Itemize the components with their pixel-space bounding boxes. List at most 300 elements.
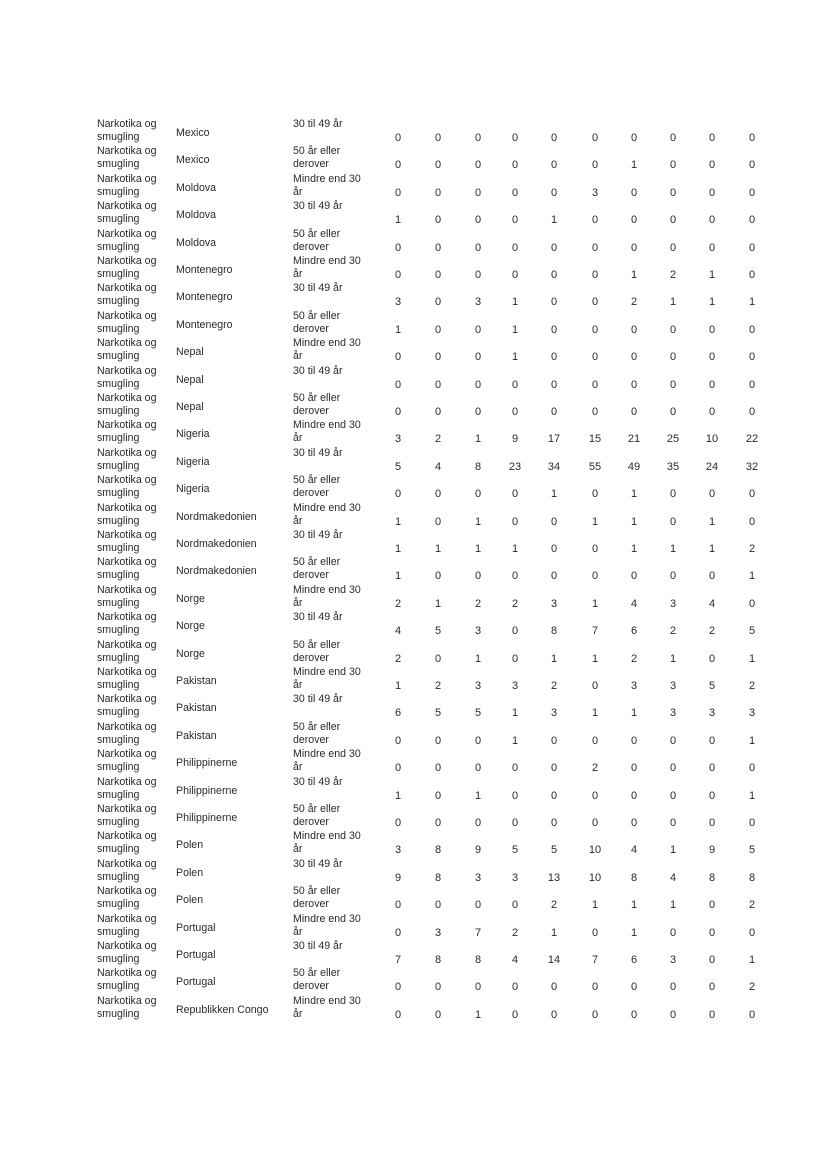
value-cell: 0	[511, 269, 519, 281]
value-cells	[384, 295, 764, 309]
value-cell: 0	[591, 269, 599, 281]
value-cell: 1	[550, 488, 558, 501]
value-cell: 0	[708, 406, 716, 418]
value-cell: 2	[550, 899, 558, 912]
value-cell: 0	[511, 625, 519, 638]
value-cell: 1	[434, 543, 442, 555]
value-cell: 0	[591, 406, 599, 418]
value-cell: 10	[588, 871, 602, 884]
value-cell: 5	[748, 625, 756, 638]
value-cells	[384, 953, 764, 967]
value-cell: 1	[708, 269, 716, 281]
value-cell: 55	[588, 460, 602, 473]
offence-category-cell: Narkotika og smugling	[97, 775, 157, 801]
age-group-cell: 30 til 49 år	[293, 611, 343, 624]
value-cell: 4	[708, 597, 716, 610]
offence-category-cell: Narkotika og smugling	[97, 501, 157, 527]
value-cell: 0	[550, 269, 558, 281]
value-cell: 1	[511, 707, 519, 720]
country-cell: Norge	[176, 647, 205, 660]
value-cells	[384, 432, 764, 446]
value-cell: 0	[511, 981, 519, 994]
value-cell: 0	[630, 241, 638, 254]
country-cell: Pakistan	[176, 702, 217, 715]
value-cell: 0	[708, 323, 716, 336]
value-cell: 1	[630, 543, 638, 555]
value-cell: 1	[474, 789, 482, 802]
value-cell: 24	[705, 460, 719, 473]
value-cell: 1	[748, 296, 756, 309]
value-cell: 8	[550, 625, 558, 638]
age-group-cell: 50 år eller derover	[293, 720, 341, 746]
value-cell: 1	[630, 159, 638, 172]
value-cell: 0	[591, 241, 599, 254]
country-cell: Nepal	[176, 401, 204, 413]
offence-category-cell: Narkotika og smugling	[97, 255, 157, 280]
age-group-cell: 30 til 49 år	[293, 200, 343, 213]
age-group-cell: Mindre end 30 år	[293, 748, 361, 774]
value-cell: 1	[591, 652, 599, 665]
value-cell: 0	[394, 734, 402, 747]
value-cell: 2	[748, 543, 756, 555]
value-cell: 0	[474, 734, 482, 747]
value-cell: 1	[708, 543, 716, 555]
country-cell: Republikken Congo	[176, 1003, 269, 1016]
value-cells	[384, 1008, 764, 1022]
value-cell: 2	[748, 680, 756, 692]
offence-category-cell: Narkotika og smugling	[97, 172, 157, 198]
value-cell: 35	[666, 460, 680, 473]
value-cell: 5	[511, 844, 519, 857]
value-cell: 0	[591, 570, 599, 583]
value-cell: 0	[669, 159, 677, 172]
value-cells	[384, 569, 764, 583]
value-cell: 3	[511, 871, 519, 884]
value-cell: 0	[394, 241, 402, 254]
value-cells	[384, 706, 764, 720]
value-cell: 3	[394, 844, 402, 857]
value-cell: 0	[630, 132, 638, 144]
value-cell: 0	[511, 488, 519, 501]
age-group-cell: Mindre end 30 år	[293, 337, 361, 363]
value-cell: 1	[511, 543, 519, 555]
value-cell: 0	[748, 597, 756, 610]
value-cell: 0	[708, 186, 716, 199]
value-cell: 2	[511, 597, 519, 610]
value-cell: 0	[591, 296, 599, 309]
value-cell: 9	[511, 433, 519, 446]
value-cell: 3	[591, 186, 599, 199]
age-group-cell: Mindre end 30 år	[293, 172, 361, 198]
value-cell: 1	[511, 734, 519, 747]
value-cell: 3	[474, 871, 482, 884]
value-cell: 2	[394, 652, 402, 665]
value-cell: 0	[591, 981, 599, 994]
offence-category-cell: Narkotika og smugling	[97, 145, 157, 171]
value-cell: 0	[550, 132, 558, 144]
value-cell: 0	[550, 762, 558, 775]
value-cell: 2	[748, 981, 756, 994]
value-cell: 0	[434, 817, 442, 829]
value-cell: 0	[474, 899, 482, 912]
age-group-cell: 50 år eller derover	[293, 803, 341, 828]
value-cell: 0	[669, 241, 677, 254]
value-cell: 17	[547, 433, 561, 446]
value-cell: 0	[708, 652, 716, 665]
value-cell: 1	[669, 652, 677, 665]
value-cell: 0	[591, 378, 599, 391]
value-cells	[384, 213, 764, 227]
value-cell: 0	[550, 1008, 558, 1021]
value-cell: 25	[666, 433, 680, 446]
age-group-cell: Mindre end 30 år	[293, 583, 361, 609]
value-cell: 0	[669, 378, 677, 391]
value-cell: 0	[748, 1008, 756, 1021]
value-cell: 0	[434, 159, 442, 172]
value-cell: 0	[550, 351, 558, 364]
age-group-cell: 50 år eller derover	[293, 145, 341, 171]
value-cell: 0	[434, 132, 442, 144]
value-cell: 0	[630, 734, 638, 747]
value-cell: 0	[708, 378, 716, 391]
value-cells	[384, 350, 764, 364]
value-cell: 23	[508, 460, 522, 473]
value-cell: 5	[708, 680, 716, 692]
value-cell: 2	[748, 899, 756, 912]
value-cell: 0	[394, 186, 402, 199]
country-cell: Pakistan	[176, 675, 217, 687]
age-group-cell: Mindre end 30 år	[293, 994, 361, 1020]
value-cell: 1	[630, 899, 638, 912]
value-cell: 0	[669, 1008, 677, 1021]
value-cell: 0	[474, 488, 482, 501]
value-cell: 0	[511, 762, 519, 775]
age-group-cell: 50 år eller derover	[293, 885, 341, 911]
value-cell: 0	[630, 789, 638, 802]
value-cell: 1	[748, 652, 756, 665]
value-cell: 34	[547, 460, 561, 473]
offence-category-cell: Narkotika og smugling	[97, 994, 157, 1020]
value-cell: 1	[474, 515, 482, 528]
value-cell: 1	[630, 269, 638, 281]
value-cell: 7	[394, 954, 402, 966]
value-cell: 1	[748, 570, 756, 583]
value-cell: 0	[669, 323, 677, 336]
value-cell: 1	[511, 296, 519, 309]
value-cell: 1	[394, 214, 402, 227]
offence-category-cell: Narkotika og smugling	[97, 638, 157, 664]
value-cells	[384, 323, 764, 337]
value-cell: 0	[630, 817, 638, 829]
value-cell: 0	[669, 406, 677, 418]
value-cell: 8	[630, 871, 638, 884]
value-cell: 0	[474, 214, 482, 227]
value-cell: 1	[474, 433, 482, 446]
value-cell: 2	[434, 680, 442, 692]
country-cell: Montenegro	[176, 264, 233, 276]
value-cell: 0	[669, 762, 677, 775]
age-group-cell: 50 år eller derover	[293, 556, 341, 582]
value-cell: 0	[708, 159, 716, 172]
value-cell: 5	[394, 460, 402, 473]
country-cell: Philippinerne	[176, 757, 238, 770]
offence-category-cell: Narkotika og smugling	[97, 419, 157, 445]
value-cell: 6	[630, 625, 638, 638]
value-cell: 0	[591, 323, 599, 336]
value-cell: 32	[745, 460, 759, 473]
country-cell: Moldova	[176, 181, 217, 194]
value-cell: 5	[434, 625, 442, 638]
value-cell: 0	[550, 323, 558, 336]
value-cell: 0	[434, 296, 442, 309]
value-cell: 0	[630, 214, 638, 227]
value-cell: 3	[394, 433, 402, 446]
age-group-cell: 50 år eller derover	[293, 967, 341, 993]
value-cell: 0	[630, 981, 638, 994]
age-group-cell: Mindre end 30 år	[293, 255, 361, 280]
value-cell: 0	[708, 570, 716, 583]
value-cell: 0	[669, 186, 677, 199]
value-cell: 0	[511, 378, 519, 391]
value-cell: 4	[630, 844, 638, 857]
value-cell: 22	[745, 433, 759, 446]
value-cell: 0	[708, 762, 716, 775]
value-cell: 1	[394, 570, 402, 583]
value-cell: 4	[511, 954, 519, 966]
value-cell: 1	[394, 680, 402, 692]
value-cells	[384, 679, 764, 693]
country-cell: Portugal	[176, 949, 216, 961]
value-cell: 0	[748, 378, 756, 391]
age-group-cell: 30 til 49 år	[293, 282, 343, 295]
value-cell: 3	[630, 680, 638, 692]
country-cell: Nigeria	[176, 428, 210, 441]
country-cell: Norge	[176, 620, 205, 633]
value-cell: 0	[434, 652, 442, 665]
value-cell: 0	[630, 351, 638, 364]
value-cell: 6	[630, 954, 638, 966]
country-cell: Montenegro	[176, 318, 233, 331]
age-group-cell: Mindre end 30 år	[293, 501, 361, 527]
value-cell: 1	[550, 214, 558, 227]
value-cell: 0	[669, 214, 677, 227]
value-cell: 5	[434, 707, 442, 720]
age-group-cell: 30 til 49 år	[293, 364, 343, 377]
value-cell: 0	[630, 323, 638, 336]
value-cell: 2	[630, 652, 638, 665]
value-cell: 1	[630, 926, 638, 939]
value-cell: 1	[474, 652, 482, 665]
value-cells	[384, 241, 764, 255]
value-cell: 0	[748, 323, 756, 336]
value-cell: 0	[511, 789, 519, 802]
offence-category-cell: Narkotika og smugling	[97, 583, 157, 609]
value-cell: 3	[550, 597, 558, 610]
value-cell: 0	[748, 817, 756, 829]
country-cell: Nepal	[176, 373, 204, 386]
offence-category-cell: Narkotika og smugling	[97, 474, 157, 500]
value-cell: 0	[394, 817, 402, 829]
value-cell: 1	[669, 543, 677, 555]
age-group-cell: 30 til 49 år	[293, 775, 343, 788]
value-cell: 3	[511, 680, 519, 692]
offence-category-cell: Narkotika og smugling	[97, 940, 157, 965]
value-cells	[384, 624, 764, 638]
value-cell: 4	[394, 625, 402, 638]
value-cell: 3	[669, 707, 677, 720]
value-cells	[384, 926, 764, 940]
value-cell: 8	[434, 844, 442, 857]
value-cell: 1	[394, 789, 402, 802]
age-group-cell: 30 til 49 år	[293, 529, 343, 541]
value-cell: 0	[748, 762, 756, 775]
offence-category-cell: Narkotika og smugling	[97, 446, 157, 472]
country-cell: Philippinerne	[176, 784, 238, 797]
offence-category-cell: Narkotika og smugling	[97, 611, 157, 637]
value-cell: 0	[474, 186, 482, 199]
value-cell: 0	[591, 734, 599, 747]
country-cell: Portugal	[176, 921, 216, 934]
value-cells	[384, 980, 764, 994]
value-cell: 2	[630, 296, 638, 309]
value-cell: 0	[434, 899, 442, 912]
value-cell: 6	[394, 707, 402, 720]
value-cell: 0	[550, 817, 558, 829]
value-cell: 9	[394, 871, 402, 884]
age-group-cell: Mindre end 30 år	[293, 830, 361, 856]
value-cell: 1	[591, 899, 599, 912]
value-cell: 0	[748, 488, 756, 501]
value-cell: 0	[434, 981, 442, 994]
value-cell: 0	[511, 817, 519, 829]
age-group-cell: 30 til 49 år	[293, 857, 343, 870]
value-cell: 0	[630, 762, 638, 775]
value-cell: 2	[669, 269, 677, 281]
country-cell: Nordmakedonien	[176, 565, 257, 578]
age-group-cell: 50 år eller derover	[293, 474, 341, 500]
value-cell: 0	[550, 406, 558, 418]
value-cell: 0	[669, 488, 677, 501]
value-cell: 1	[511, 323, 519, 336]
value-cells	[384, 186, 764, 200]
value-cell: 0	[434, 570, 442, 583]
value-cell: 1	[669, 296, 677, 309]
value-cell: 0	[511, 570, 519, 583]
value-cells	[384, 487, 764, 501]
value-cell: 0	[511, 241, 519, 254]
value-cell: 0	[434, 406, 442, 418]
offence-category-cell: Narkotika og smugling	[97, 227, 157, 253]
value-cell: 0	[550, 378, 558, 391]
value-cell: 0	[708, 981, 716, 994]
offence-category-cell: Narkotika og smugling	[97, 337, 157, 363]
value-cell: 2	[550, 680, 558, 692]
value-cell: 0	[511, 186, 519, 199]
value-cell: 10	[705, 433, 719, 446]
value-cell: 0	[630, 570, 638, 583]
value-cell: 0	[550, 159, 558, 172]
value-cell: 0	[591, 680, 599, 692]
offence-category-cell: Narkotika og smugling	[97, 693, 157, 719]
value-cells	[384, 816, 764, 830]
value-cell: 8	[708, 871, 716, 884]
value-cell: 2	[708, 625, 716, 638]
value-cell: 2	[394, 597, 402, 610]
value-cell: 2	[434, 433, 442, 446]
value-cell: 0	[394, 269, 402, 281]
value-cells	[384, 652, 764, 666]
value-cell: 0	[591, 1008, 599, 1021]
table-row	[0, 994, 828, 1026]
offence-category-cell: Narkotika og smugling	[97, 529, 157, 554]
value-cell: 1	[550, 652, 558, 665]
value-cell: 0	[708, 954, 716, 966]
value-cell: 8	[474, 954, 482, 966]
value-cells	[384, 158, 764, 172]
offence-category-cell: Narkotika og smugling	[97, 748, 157, 774]
offence-category-cell: Narkotika og smugling	[97, 803, 157, 828]
value-cell: 1	[434, 597, 442, 610]
offence-category-cell: Narkotika og smugling	[97, 282, 157, 308]
value-cell: 0	[474, 406, 482, 418]
value-cell: 0	[748, 214, 756, 227]
value-cell: 0	[748, 351, 756, 364]
value-cell: 7	[591, 954, 599, 966]
value-cell: 1	[394, 543, 402, 555]
value-cell: 14	[547, 954, 561, 966]
value-cells	[384, 761, 764, 775]
value-cell: 0	[434, 488, 442, 501]
value-cell: 5	[550, 844, 558, 857]
value-cell: 0	[474, 378, 482, 391]
value-cell: 1	[748, 734, 756, 747]
age-group-cell: 50 år eller derover	[293, 638, 341, 664]
value-cell: 0	[550, 515, 558, 528]
value-cell: 1	[748, 954, 756, 966]
value-cell: 4	[630, 597, 638, 610]
country-cell: Nordmakedonien	[176, 538, 257, 550]
offence-category-cell: Narkotika og smugling	[97, 912, 157, 938]
value-cell: 7	[591, 625, 599, 638]
value-cell: 0	[630, 1008, 638, 1021]
value-cell: 0	[434, 515, 442, 528]
value-cell: 0	[669, 817, 677, 829]
value-cell: 0	[748, 186, 756, 199]
country-cell: Portugal	[176, 976, 216, 989]
country-cell: Montenegro	[176, 291, 233, 304]
value-cell: 0	[669, 515, 677, 528]
value-cell: 0	[394, 899, 402, 912]
age-group-cell: 50 år eller derover	[293, 392, 341, 417]
value-cell: 1	[630, 707, 638, 720]
offence-category-cell: Narkotika og smugling	[97, 720, 157, 746]
value-cell: 0	[669, 570, 677, 583]
value-cells	[384, 871, 764, 885]
value-cell: 1	[708, 296, 716, 309]
value-cell: 8	[434, 954, 442, 966]
value-cell: 0	[748, 159, 756, 172]
value-cell: 4	[434, 460, 442, 473]
value-cell: 2	[474, 597, 482, 610]
value-cells	[384, 460, 764, 474]
value-cell: 1	[591, 515, 599, 528]
value-cells	[384, 515, 764, 529]
value-cell: 0	[394, 406, 402, 418]
value-cell: 0	[394, 159, 402, 172]
value-cell: 1	[394, 515, 402, 528]
country-cell: Polen	[176, 839, 204, 852]
value-cell: 0	[434, 789, 442, 802]
